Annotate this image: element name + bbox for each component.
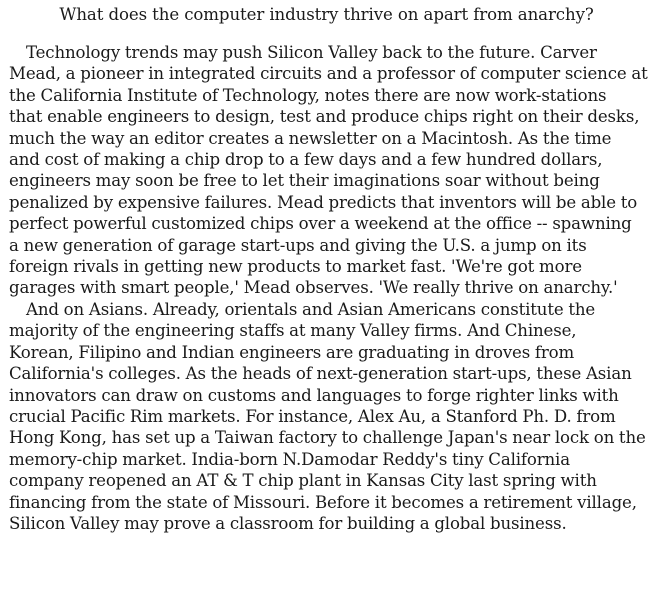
text-line: and cost of making a chip drop to a few days and a few hundred dollars,: [9, 150, 603, 170]
text-line: foreign rivals in getting new products to market fast. 'We're got more: [9, 257, 582, 277]
text-line: a new generation of garage start-ups and giving the U.S. a jump on its: [9, 235, 587, 255]
question-heading: What does the computer industry thrive on apart from anarchy?: [59, 5, 594, 24]
text-line: much the way an editor creates a newsletter on a Macintosh. As the time: [9, 128, 612, 148]
text-line: Korean, Filipino and Indian engineers are graduating in droves from: [9, 342, 575, 362]
text-line: company reopened an AT & T chip plant in Kansas City last spring with: [9, 471, 597, 491]
text-line: crucial Pacific Rim markets. For instance, Alex Au, a Stanford Ph. D. from: [9, 406, 616, 426]
text-line: engineers may soon be free to let their imaginations soar without being: [9, 171, 600, 191]
paragraph-1: [9, 42, 648, 299]
text-line: Hong Kong, has set up a Taiwan factory to challenge Japan's near lock on the: [9, 428, 646, 448]
text-line: financing from the state of Missouri. Before it becomes a retirement village,: [9, 492, 637, 512]
text-line: And on Asians. Already, orientals and Asian Americans constitute the: [26, 299, 596, 319]
text-line: Mead, a pioneer in integrated circuits and a professor of computer science at: [9, 64, 648, 84]
text-line: memory-chip market. India-born N.Damodar Reddy's tiny California: [9, 449, 570, 469]
text-line: that enable engineers to design, test and produce chips right on their desks,: [9, 107, 640, 127]
text-line: California's colleges. As the heads of next-generation start-ups, these Asian: [9, 364, 632, 384]
text-line: majority of the engineering staffs at many Valley firms. And Chinese,: [9, 321, 577, 341]
text-line: penalized by expensive failures. Mead predicts that inventors will be able to: [9, 192, 638, 212]
text-line: the California Institute of Technology, notes there are now work-stations: [9, 85, 607, 105]
text-line: garages with smart people,' Mead observes. 'We really thrive on anarchy.': [9, 278, 618, 298]
text-line: Silicon Valley may prove a classroom for building a global business.: [9, 513, 567, 533]
text-line: Technology trends may push Silicon Valley back to the future. Carver: [26, 43, 597, 62]
text-line: innovators can draw on customs and languages to forge righter links with: [9, 385, 619, 405]
text-line: perfect powerful customized chips over a weekend at the office -- spawning: [9, 214, 632, 234]
paragraph-2: [9, 299, 644, 534]
